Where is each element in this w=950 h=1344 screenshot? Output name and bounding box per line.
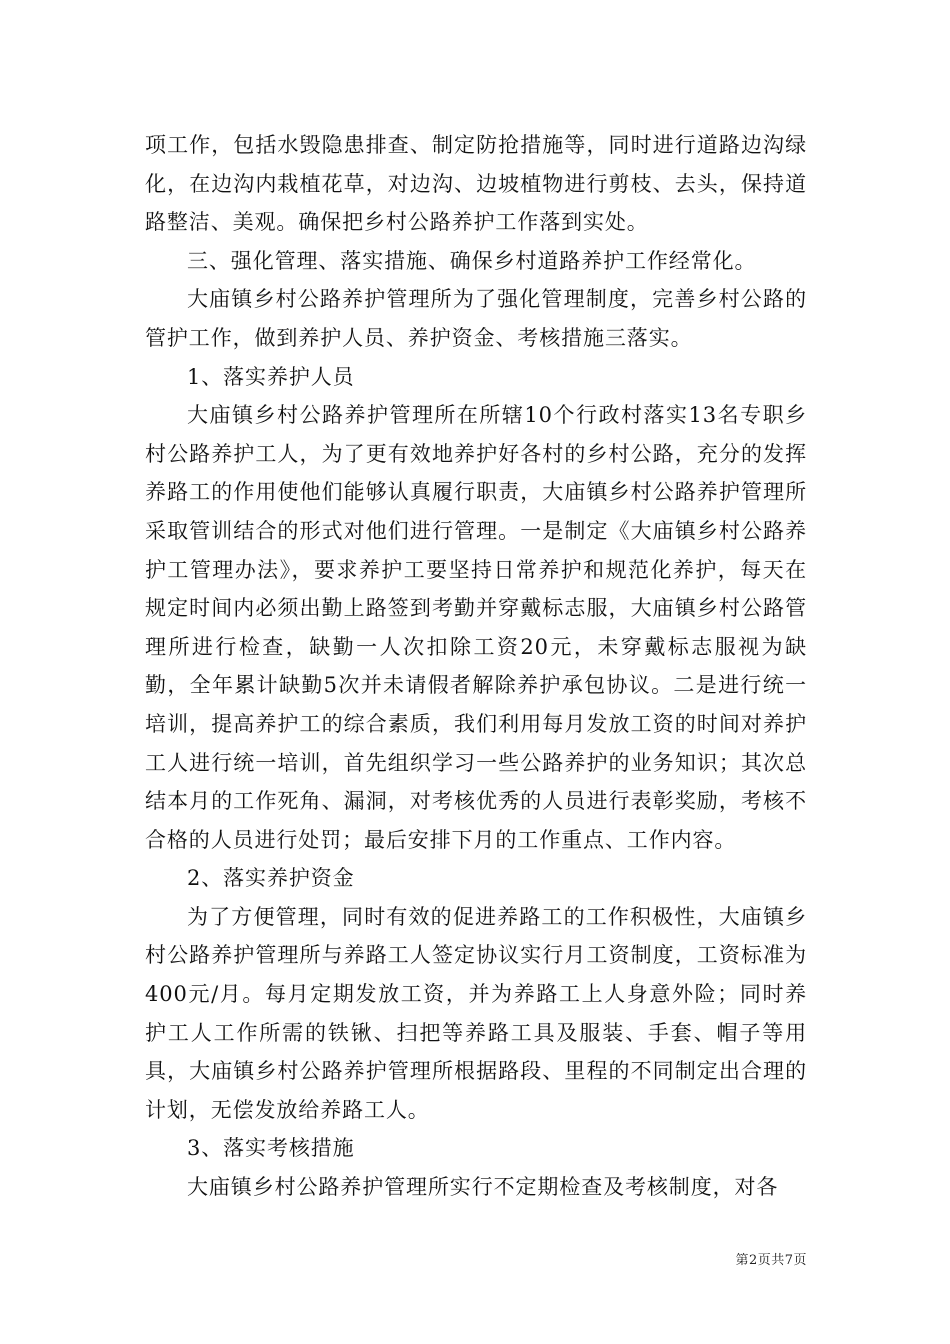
paragraph-continuation: 项工作，包括水毁隐患排查、制定防抢措施等，同时进行道路边沟绿化，在边沟内栽植花草，对边沟、边坡植物进行剪枝、去头，保持道路整洁、美观。确保把乡村公路养护工作落到实处。 [145,133,807,235]
section-heading-3: 三、强化管理、落实措施、确保乡村道路养护工作经常化。 [187,248,757,273]
paragraph-intro: 大庙镇乡村公路养护管理所为了强化管理制度，完善乡村公路的管护工作，做到养护人员、养护资金、考核措施三落实。 [145,287,807,350]
subheading-assessment: 3、落实考核措施 [187,1136,355,1161]
paragraph-personnel: 大庙镇乡村公路养护管理所在所辖10个行政村落实13名专职乡村公路养护工人，为了更有效地养护好各村的乡村公路，充分的发挥养路工的作用使他们能够认真履行职责，大庙镇乡村公路养护管理所采取管训结合的形式对他们进行管理。一是制定《大庙镇乡村公路养护工管理办法》，要求养护工要坚持日常养护和规范化养护，每天在规定时间内必须出勤上路签到考勤并穿戴标志服，大庙镇乡村公路管理所进行检查，缺勤一人次扣除工资20元，未穿戴标志服视为缺勤，全年累计缺勤5次并未请假者解除养护承包协议。二是进行统一培训，提高养护工的综合素质，我们利用每月发放工资的时间对养护工人进行统一培训，首先组织学习一些公路养护的业务知识；其次总结本月的工作死角、漏洞，对考核优秀的人员进行表彰奖励，考核不合格的人员进行处罚；最后安排下月的工作重点、工作内容。 [145,403,807,852]
subheading-personnel: 1、落实养护人员 [187,364,355,389]
body-text [145,126,807,1207]
paragraph-funds: 为了方便管理，同时有效的促进养路工的工作积极性，大庙镇乡村公路养护管理所与养路工人签定协议实行月工资制度，工资标准为400元/月。每月定期发放工资，并为养路工上人身意外险；同时养护工人工作所需的铁锹、扫把等养路工具及服装、手套、帽子等用具，大庙镇乡村公路养护管理所根据路段、里程的不同制定出合理的计划，无偿发放给养路工人。 [145,904,807,1122]
subheading-funds: 2、落实养护资金 [187,866,355,891]
paragraph-assessment: 大庙镇乡村公路养护管理所实行不定期检查及考核制度，对各 [187,1175,779,1200]
page-number-footer: 第2页共7页 [735,1253,807,1268]
